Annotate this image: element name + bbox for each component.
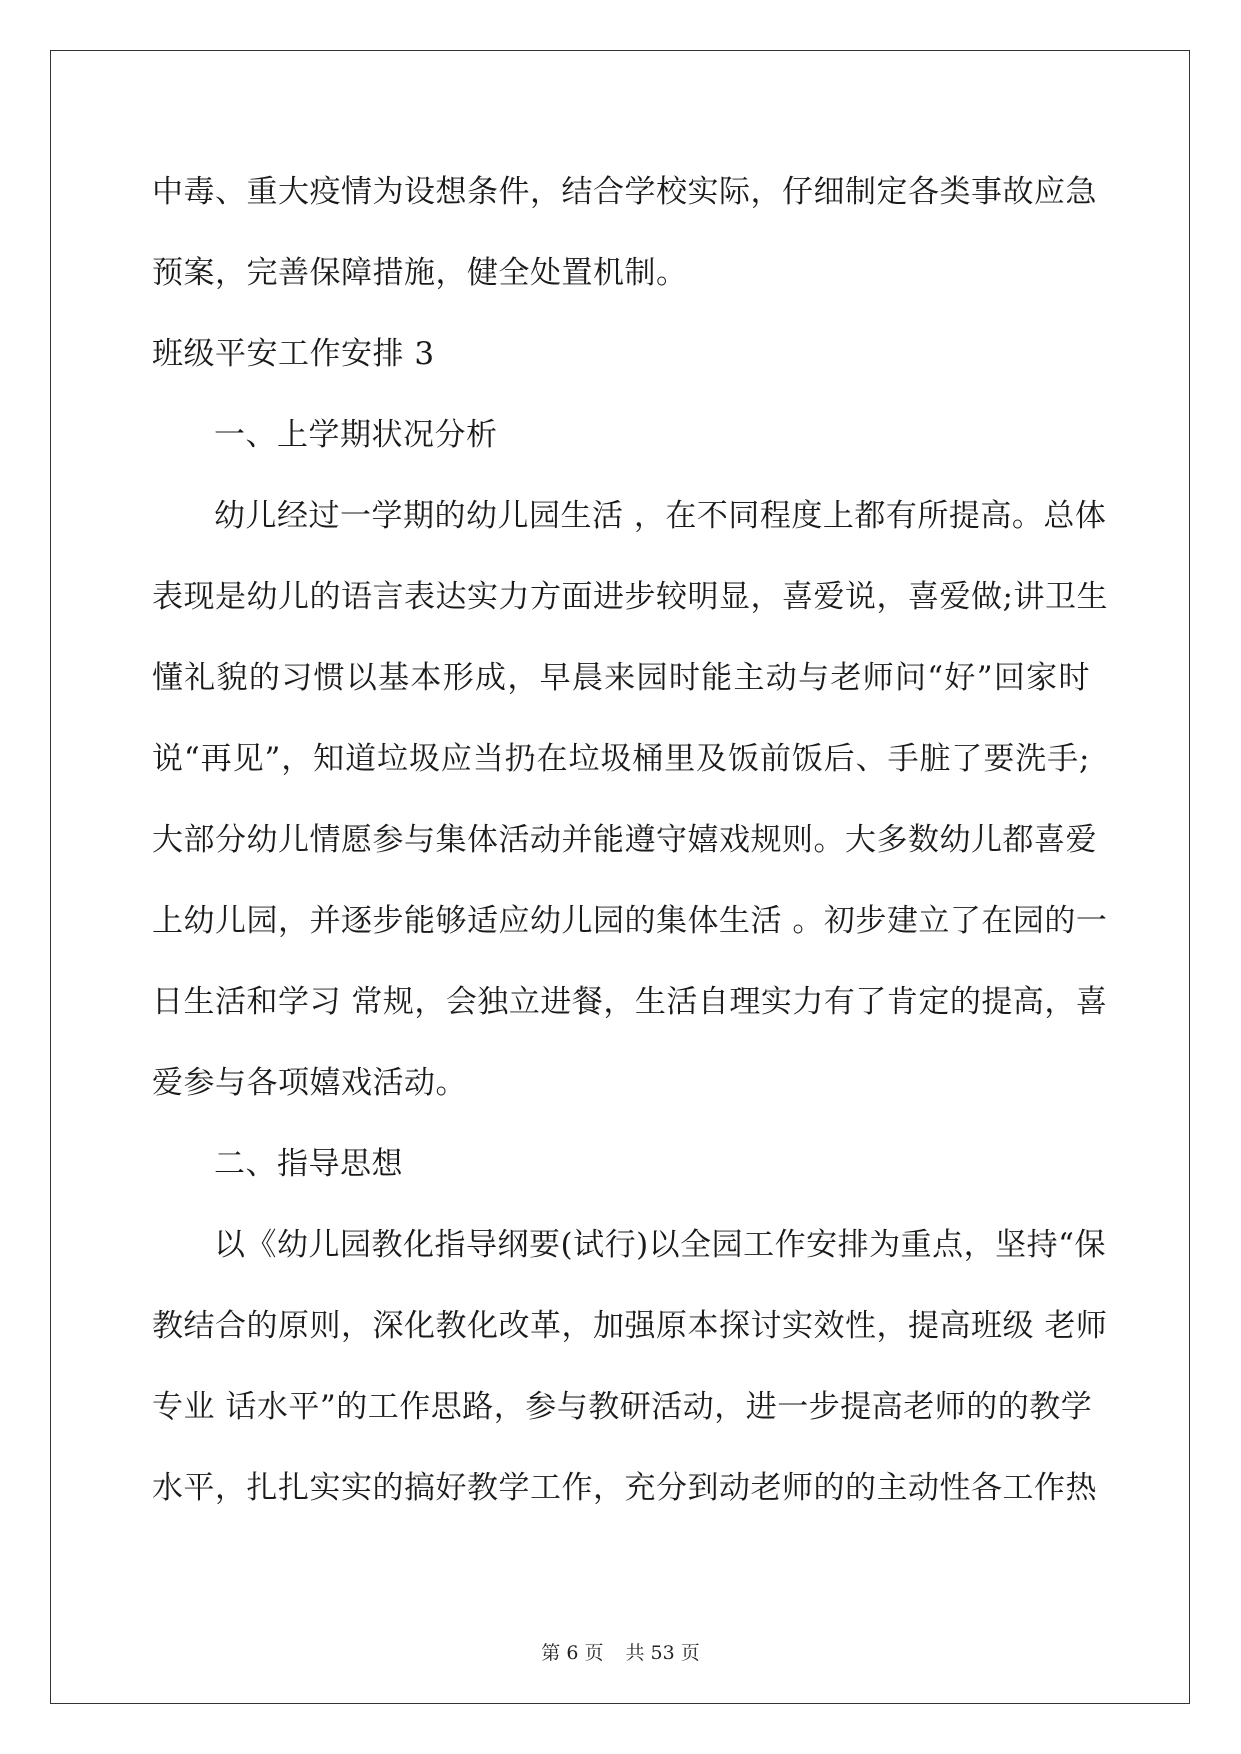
subsection-heading: 二、指导思想 <box>214 1146 403 1182</box>
body-line: 上幼儿园，并逐步能够适应幼儿园的集体生活 。初步建立了在园的一 <box>152 903 1108 939</box>
body-line: 大部分幼儿情愿参与集体活动并能遵守嬉戏规则。大多数幼儿都喜爱 <box>152 822 1097 858</box>
body-line: 爱参与各项嬉戏活动。 <box>152 1065 467 1101</box>
page-footer <box>0 1638 1241 1665</box>
body-line: 专业 话水平”的工作思路，参与教研活动，进一步提高老师的的教学 <box>152 1389 1093 1425</box>
subsection-heading: 一、上学期状况分析 <box>214 417 498 453</box>
body-line: 表现是幼儿的语言表达实力方面进步较明显，喜爱说，喜爱做;讲卫生 <box>152 579 1108 615</box>
page-number: 第 6 页 <box>541 1642 604 1664</box>
body-line: 预案，完善保障措施，健全处置机制。 <box>152 255 688 291</box>
page-total: 共 53 页 <box>625 1642 700 1664</box>
document-body <box>152 163 1108 1540</box>
section-heading: 班级平安工作安排 3 <box>152 336 435 372</box>
body-line: 日生活和学习 常规，会独立进餐，生活自理实力有了肯定的提高，喜 <box>152 984 1108 1020</box>
body-line: 水平，扎扎实实的搞好教学工作，充分到动老师的的主动性各工作热 <box>152 1470 1097 1506</box>
body-line: 懂礼貌的习惯以基本形成，早晨来园时能主动与老师问“好”回家时 <box>152 660 1090 696</box>
body-line: 以《幼儿园教化指导纲要(试行)以全园工作安排为重点，坚持“保 <box>214 1227 1107 1263</box>
body-line: 中毒、重大疫情为设想条件，结合学校实际，仔细制定各类事故应急 <box>152 174 1097 210</box>
body-line: 幼儿经过一学期的幼儿园生活 ，在不同程度上都有所提高。总体 <box>214 498 1107 534</box>
body-line: 教结合的原则，深化教化改革，加强原本探讨实效性，提高班级 老师 <box>152 1308 1108 1344</box>
body-line: 说“再见”，知道垃圾应当扔在垃圾桶里及饭前饭后、手脏了要洗手; <box>152 741 1090 777</box>
